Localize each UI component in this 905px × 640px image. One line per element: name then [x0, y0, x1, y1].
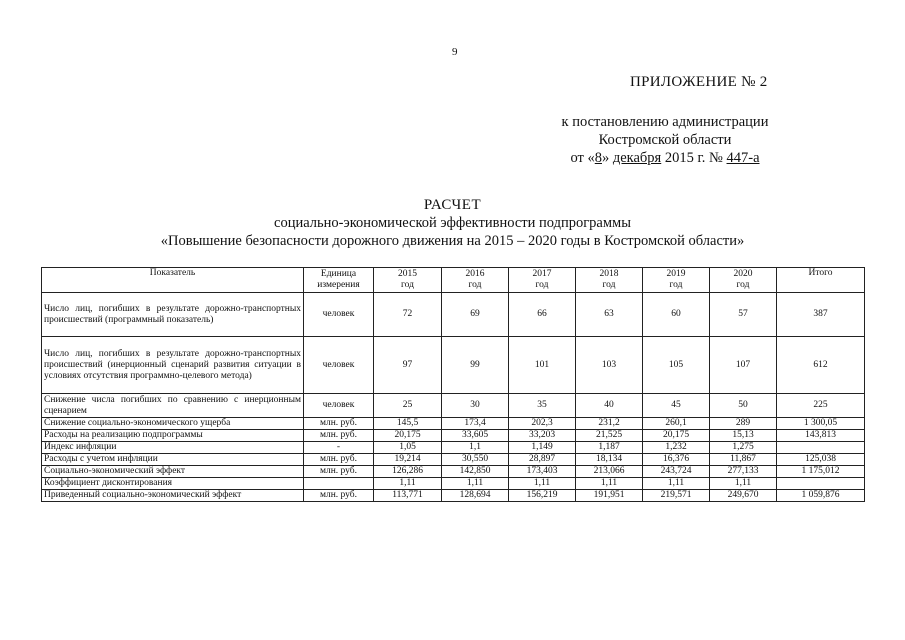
- row-unit: млн. руб.: [304, 430, 374, 442]
- header-year: [643, 268, 710, 293]
- header-year-suffix: год: [535, 280, 549, 290]
- row-unit: млн. руб.: [304, 466, 374, 478]
- row-year-value: 126,286: [374, 466, 442, 478]
- row-year-value: 156,219: [509, 490, 576, 502]
- header-year: [509, 268, 576, 293]
- row-year-value: 1,149: [509, 442, 576, 454]
- document-title: [0, 196, 905, 250]
- row-year-value: 28,897: [509, 454, 576, 466]
- title-line-1: РАСЧЕТ: [423, 197, 482, 213]
- decree-month: декабря: [612, 150, 662, 166]
- row-unit: [304, 478, 374, 490]
- row-year-value: 1,11: [576, 478, 643, 490]
- row-year-value: 103: [576, 337, 643, 394]
- header-year: [442, 268, 509, 293]
- header-year-suffix: год: [736, 280, 750, 290]
- row-total: 387: [777, 293, 865, 337]
- row-indicator-label: Расходы на реализацию подпрограммы: [42, 430, 304, 442]
- header-year: [576, 268, 643, 293]
- row-year-value: 57: [710, 293, 777, 337]
- row-year-value: 30,550: [442, 454, 509, 466]
- decree-line-3: [505, 149, 825, 167]
- row-unit: млн. руб.: [304, 490, 374, 502]
- row-unit: человек: [304, 337, 374, 394]
- row-unit: -: [304, 442, 374, 454]
- decree-date-prefix: от «: [570, 150, 595, 166]
- row-year-value: 18,134: [576, 454, 643, 466]
- header-year-suffix: год: [468, 280, 482, 290]
- row-year-value: 105: [643, 337, 710, 394]
- table-row: [42, 478, 865, 490]
- table-row: [42, 418, 865, 430]
- header-year-value: 2018: [599, 269, 619, 279]
- row-indicator-label: Число лиц, погибших в результате дорожно-транспортных происшествий (инерционный сценарий развития ситуации в условиях отсутствия программно-целевого метода): [42, 337, 304, 394]
- row-year-value: 50: [710, 394, 777, 418]
- row-indicator-label: Коэффициент дисконтирования: [42, 478, 304, 490]
- header-indicator: Показатель: [42, 268, 304, 293]
- table-row: [42, 337, 865, 394]
- table-row: [42, 430, 865, 442]
- row-year-value: 97: [374, 337, 442, 394]
- appendix-label: ПРИЛОЖЕНИЕ № 2: [630, 74, 768, 90]
- row-year-value: 1,11: [710, 478, 777, 490]
- decree-year: 2015 г. №: [661, 150, 727, 166]
- efficiency-table: [41, 267, 865, 502]
- row-year-value: 101: [509, 337, 576, 394]
- header-year: [710, 268, 777, 293]
- title-line-3: «Повышение безопасности дорожного движения на 2015 – 2020 годы в Костромской области»: [160, 233, 745, 249]
- row-year-value: 277,133: [710, 466, 777, 478]
- header-year-value: 2020: [733, 269, 753, 279]
- decree-reference: [505, 113, 825, 167]
- row-indicator-label: Снижение социально-экономического ущерба: [42, 418, 304, 430]
- row-indicator-label: Социально-экономический эффект: [42, 466, 304, 478]
- row-year-value: 1,187: [576, 442, 643, 454]
- header-total: Итого: [777, 268, 865, 293]
- row-year-value: 289: [710, 418, 777, 430]
- row-year-value: 45: [643, 394, 710, 418]
- decree-day: 8: [594, 150, 602, 166]
- row-year-value: 35: [509, 394, 576, 418]
- table-row: [42, 293, 865, 337]
- table-row: [42, 454, 865, 466]
- row-total: [777, 442, 865, 454]
- row-year-value: 107: [710, 337, 777, 394]
- row-year-value: 231,2: [576, 418, 643, 430]
- row-year-value: 142,850: [442, 466, 509, 478]
- row-year-value: 260,1: [643, 418, 710, 430]
- row-year-value: 1,11: [643, 478, 710, 490]
- row-year-value: 128,694: [442, 490, 509, 502]
- title-line-2: социально-экономической эффективности подпрограммы: [274, 215, 631, 231]
- row-year-value: 145,5: [374, 418, 442, 430]
- header-year-value: 2017: [532, 269, 552, 279]
- row-year-value: 60: [643, 293, 710, 337]
- row-year-value: 19,214: [374, 454, 442, 466]
- table-header-row: [42, 268, 865, 293]
- row-year-value: 173,4: [442, 418, 509, 430]
- row-year-value: 66: [509, 293, 576, 337]
- row-year-value: 213,066: [576, 466, 643, 478]
- table-row: [42, 394, 865, 418]
- row-unit: человек: [304, 394, 374, 418]
- table-row: [42, 466, 865, 478]
- row-year-value: 40: [576, 394, 643, 418]
- row-year-value: 219,571: [643, 490, 710, 502]
- row-year-value: 33,203: [509, 430, 576, 442]
- row-indicator-label: Число лиц, погибших в результате дорожно-транспортных происшествий (программный показатель): [42, 293, 304, 337]
- table-row: [42, 442, 865, 454]
- header-year-value: 2019: [666, 269, 686, 279]
- row-year-value: 69: [442, 293, 509, 337]
- row-year-value: 191,951: [576, 490, 643, 502]
- row-year-value: 72: [374, 293, 442, 337]
- row-total: 1 059,876: [777, 490, 865, 502]
- page-number: 9: [452, 46, 458, 58]
- row-indicator-label: Снижение числа погибших по сравнению с инерционным сценарием: [42, 394, 304, 418]
- row-total: 225: [777, 394, 865, 418]
- row-year-value: 113,771: [374, 490, 442, 502]
- row-year-value: 33,605: [442, 430, 509, 442]
- header-year-suffix: год: [602, 280, 616, 290]
- row-indicator-label: Приведенный социально-экономический эффект: [42, 490, 304, 502]
- row-year-value: 20,175: [643, 430, 710, 442]
- header-year-suffix: год: [669, 280, 683, 290]
- row-total: 125,038: [777, 454, 865, 466]
- row-year-value: 30: [442, 394, 509, 418]
- row-year-value: 20,175: [374, 430, 442, 442]
- header-unit-line-1: Единица: [320, 269, 357, 279]
- row-year-value: 25: [374, 394, 442, 418]
- row-year-value: 1,11: [442, 478, 509, 490]
- row-year-value: 1,232: [643, 442, 710, 454]
- header-year-value: 2015: [398, 269, 417, 279]
- row-total: 1 300,05: [777, 418, 865, 430]
- table-row: [42, 490, 865, 502]
- header-unit: [304, 268, 374, 293]
- row-year-value: 1,11: [374, 478, 442, 490]
- row-unit: млн. руб.: [304, 454, 374, 466]
- decree-line-1: к постановлению администрации: [561, 114, 769, 130]
- row-total: 612: [777, 337, 865, 394]
- row-year-value: 15,13: [710, 430, 777, 442]
- row-total: 1 175,012: [777, 466, 865, 478]
- decree-date-mid: »: [601, 150, 613, 166]
- row-year-value: 99: [442, 337, 509, 394]
- row-year-value: 1,275: [710, 442, 777, 454]
- row-year-value: 63: [576, 293, 643, 337]
- header-unit-line-2: измерения: [317, 280, 360, 290]
- header-year-suffix: год: [401, 280, 414, 290]
- row-unit: человек: [304, 293, 374, 337]
- row-year-value: 11,867: [710, 454, 777, 466]
- decree-number: 447-а: [726, 150, 760, 166]
- header-year: [374, 268, 442, 293]
- row-indicator-label: Индекс инфляции: [42, 442, 304, 454]
- row-indicator-label: Расходы с учетом инфляции: [42, 454, 304, 466]
- row-year-value: 249,670: [710, 490, 777, 502]
- row-total: 143,813: [777, 430, 865, 442]
- row-year-value: 173,403: [509, 466, 576, 478]
- decree-line-2: Костромской области: [598, 132, 732, 148]
- row-year-value: 1,11: [509, 478, 576, 490]
- row-unit: млн. руб.: [304, 418, 374, 430]
- row-total: [777, 478, 865, 490]
- row-year-value: 21,525: [576, 430, 643, 442]
- header-year-value: 2016: [465, 269, 485, 279]
- row-year-value: 243,724: [643, 466, 710, 478]
- row-year-value: 1,05: [374, 442, 442, 454]
- row-year-value: 202,3: [509, 418, 576, 430]
- row-year-value: 1,1: [442, 442, 509, 454]
- row-year-value: 16,376: [643, 454, 710, 466]
